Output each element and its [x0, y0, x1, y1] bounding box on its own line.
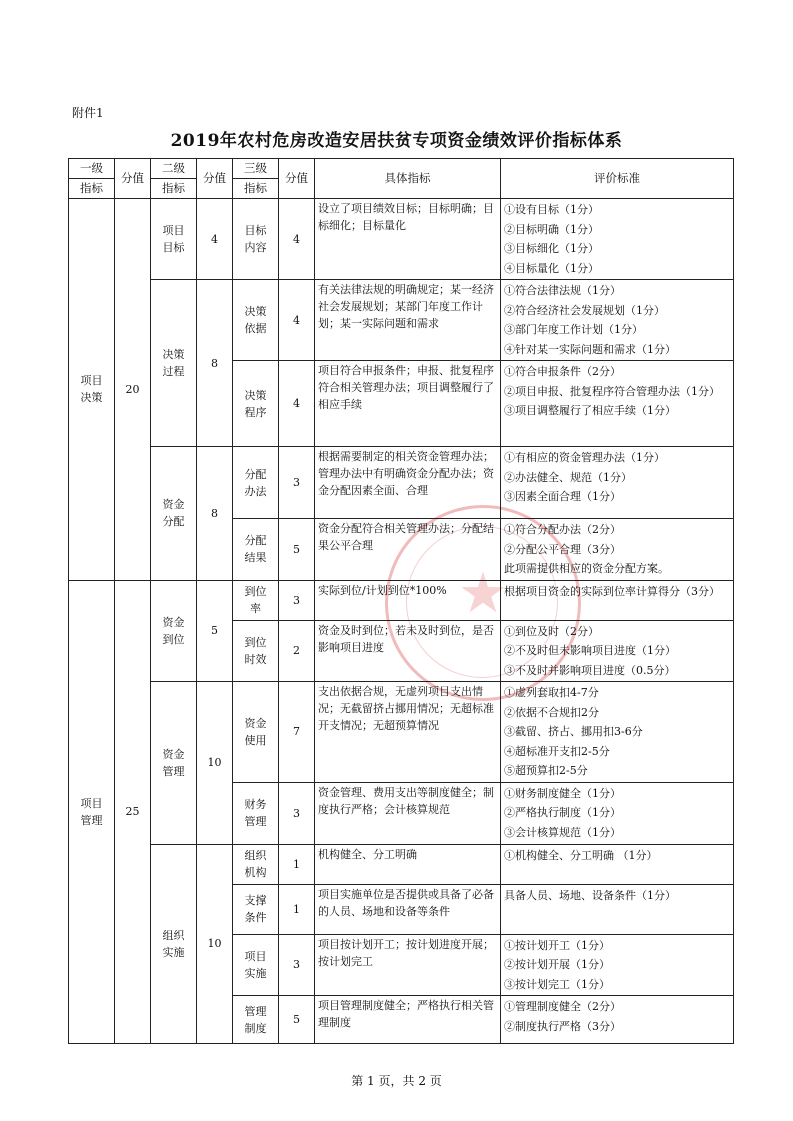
level2-score: 5 — [197, 580, 233, 682]
criteria-line: 具备人员、场地、设备条件（1分） — [504, 888, 676, 902]
seal-star-icon: ★ — [457, 561, 509, 626]
spec-cell: 项目按计划开工；按计划进度开展；按计划完工 — [315, 934, 501, 996]
attachment-label: 附件1 — [72, 106, 104, 120]
table-row — [69, 580, 734, 620]
level3-indicator: 分配 办法 — [233, 447, 279, 519]
page-title: 2019年农村危房改造安居扶贫专项资金绩效评价指标体系 — [170, 131, 623, 151]
table-row — [69, 280, 734, 361]
criteria-line: ①设有目标（1分） — [504, 203, 599, 216]
criteria-line: ①虚列套取扣4-7分 — [504, 686, 599, 699]
criteria-line: ①按计划开工（1分） — [504, 938, 610, 952]
criteria-line: ③会计核算规范（1分） — [504, 825, 621, 839]
level3-score: 2 — [279, 620, 315, 682]
criteria-cell — [501, 996, 734, 1044]
level3-indicator: 目标 内容 — [233, 199, 279, 280]
criteria-line: ④目标量化（1分） — [504, 261, 599, 275]
spec-cell: 项目实施单位是否提供或具备了必备的人员、场地和设备等条件 — [315, 884, 501, 934]
criteria-line: ②办法健全、规范（1分） — [504, 470, 632, 484]
level3-score: 3 — [279, 580, 315, 620]
level2-indicator: 项目 目标 — [151, 199, 197, 280]
level3-indicator: 项目 实施 — [233, 934, 279, 996]
criteria-cell — [501, 580, 734, 620]
criteria-line: ⑤超预算扣2-5分 — [504, 764, 588, 777]
level3-score: 4 — [279, 361, 315, 447]
level2-score: 10 — [197, 682, 233, 845]
header-score1: 分值 — [115, 159, 151, 199]
criteria-cell — [501, 447, 734, 519]
criteria-line: ③目标细化（1分） — [504, 242, 599, 255]
level3-score: 4 — [279, 280, 315, 361]
criteria-line: ④超标准开支扣2-5分 — [504, 744, 610, 758]
level3-indicator: 管理 制度 — [233, 996, 279, 1044]
level3-indicator: 决策 依据 — [233, 280, 279, 361]
level3-indicator: 支撑 条件 — [233, 884, 279, 934]
level2-score: 8 — [197, 280, 233, 447]
level3-score: 5 — [279, 996, 315, 1044]
criteria-cell — [501, 934, 734, 996]
table-row — [69, 844, 734, 884]
header-level2-bottom: 指标 — [151, 179, 197, 199]
indicator-table — [68, 158, 734, 1044]
criteria-line: ①管理制度健全（2分） — [504, 1000, 621, 1013]
criteria-line: ①到位及时（2分） — [504, 624, 599, 638]
level2-indicator: 资金 分配 — [151, 447, 197, 581]
level2-score: 4 — [197, 199, 233, 280]
header-level1-bottom: 指标 — [69, 179, 115, 199]
level1-score: 25 — [115, 580, 151, 1044]
level3-score: 1 — [279, 884, 315, 934]
criteria-line: ③截留、挤占、挪用扣3-6分 — [504, 725, 643, 738]
criteria-line: ③因素全面合理（1分） — [504, 490, 621, 503]
level3-score: 7 — [279, 682, 315, 783]
spec-cell: 机构健全、分工明确 — [315, 844, 501, 884]
level3-score: 5 — [279, 519, 315, 581]
criteria-line: ①机构健全、分工明确 （1分） — [504, 848, 658, 862]
criteria-line: ②目标明确（1分） — [504, 222, 599, 236]
level1-score: 20 — [115, 199, 151, 581]
header-level1-top: 一级 — [69, 159, 115, 179]
level1-indicator: 项目 管理 — [69, 580, 115, 1044]
header-row-top — [69, 159, 734, 179]
criteria-line: ③项目调整履行了相应手续（1分） — [504, 404, 676, 417]
criteria-line: ②按计划开展（1分） — [504, 958, 610, 971]
criteria-cell — [501, 519, 734, 581]
header-level3-top: 三级 — [233, 159, 279, 179]
level3-indicator: 财务 管理 — [233, 782, 279, 844]
level3-score: 3 — [279, 782, 315, 844]
criteria-line: ②符合经济社会发展规划（1分） — [504, 303, 665, 317]
spec-cell: 项目符合申报条件；申报、批复程序符合相关管理办法；项目调整履行了相应手续 — [315, 361, 501, 447]
level3-indicator: 到位 时效 — [233, 620, 279, 682]
spec-cell: 资金分配符合相关管理办法；分配结果公平合理 — [315, 519, 501, 581]
level3-score: 4 — [279, 199, 315, 280]
level1-indicator: 项目 决策 — [69, 199, 115, 581]
level2-indicator: 资金 到位 — [151, 580, 197, 682]
spec-cell: 实际到位/计划到位*100% — [315, 580, 501, 620]
criteria-cell — [501, 361, 734, 447]
criteria-cell — [501, 199, 734, 280]
criteria-line: ④针对某一实际问题和需求（1分） — [504, 342, 676, 356]
level2-indicator: 资金 管理 — [151, 682, 197, 845]
level2-indicator: 组织 实施 — [151, 844, 197, 1044]
table-row — [69, 682, 734, 783]
criteria-line: ②分配公平合理（3分） — [504, 542, 621, 556]
spec-cell: 项目管理制度健全；严格执行相关管理制度 — [315, 996, 501, 1044]
criteria-line: ①财务制度健全（1分） — [504, 786, 621, 800]
criteria-line: ③按计划完工（1分） — [504, 977, 610, 991]
level2-indicator: 决策 过程 — [151, 280, 197, 447]
criteria-line: ①符合分配办法（2分） — [504, 523, 621, 536]
level3-indicator: 决策 程序 — [233, 361, 279, 447]
page-footer: 第 1 页，共 2 页 — [351, 1074, 442, 1088]
spec-cell: 设立了项目绩效目标；目标明确；目标细化；目标量化 — [315, 199, 501, 280]
header-score3: 分值 — [279, 159, 315, 199]
level3-score: 3 — [279, 447, 315, 519]
criteria-line: ②严格执行制度（1分） — [504, 806, 621, 819]
criteria-cell — [501, 280, 734, 361]
criteria-line: ③不及时并影响项目进度（0.5分） — [504, 663, 676, 677]
spec-cell: 支出依据合规，无虚列项目支出情况；无截留挤占挪用情况；无超标准开支情况；无超预算情况 — [315, 682, 501, 783]
criteria-cell — [501, 844, 734, 884]
criteria-line: ③部门年度工作计划（1分） — [504, 323, 643, 336]
criteria-line: ②依据不合规扣2分 — [504, 705, 599, 719]
criteria-line: ①符合申报条件（2分） — [504, 365, 621, 378]
spec-cell: 根据需要制定的相关资金管理办法；管理办法中有明确资金分配办法；资金分配因素全面、合理 — [315, 447, 501, 519]
level3-indicator: 到位 率 — [233, 580, 279, 620]
header-score2: 分值 — [197, 159, 233, 199]
level2-score: 10 — [197, 844, 233, 1044]
criteria-cell — [501, 620, 734, 682]
level3-indicator: 分配 结果 — [233, 519, 279, 581]
spec-cell: 资金及时到位；若未及时到位，是否影响项目进度 — [315, 620, 501, 682]
spec-cell: 有关法律法规的明确规定；某一经济社会发展规划；某部门年度工作计划；某一实际问题和需求 — [315, 280, 501, 361]
header-level2-top: 二级 — [151, 159, 197, 179]
level3-score: 3 — [279, 934, 315, 996]
level3-score: 1 — [279, 844, 315, 884]
criteria-line: ②制度执行严格（3分） — [504, 1019, 621, 1033]
criteria-line: 此项需提供相应的资金分配方案。 — [504, 562, 669, 575]
level2-score: 8 — [197, 447, 233, 581]
level3-indicator: 资金 使用 — [233, 682, 279, 783]
header-criteria: 评价标准 — [501, 159, 734, 199]
criteria-line: ①符合法律法规（1分） — [504, 284, 621, 297]
criteria-line: ②不及时但未影响项目进度（1分） — [504, 644, 676, 657]
criteria-cell — [501, 682, 734, 783]
criteria-line: ①有相应的资金管理办法（1分） — [504, 451, 665, 464]
criteria-cell — [501, 884, 734, 934]
criteria-line: ②项目申报、批复程序符合管理办法（1分） — [504, 384, 720, 398]
table-row — [69, 199, 734, 280]
level3-indicator: 组织 机构 — [233, 844, 279, 884]
header-spec: 具体指标 — [315, 159, 501, 199]
header-level3-bottom: 指标 — [233, 179, 279, 199]
spec-cell: 资金管理、费用支出等制度健全；制度执行严格；会计核算规范 — [315, 782, 501, 844]
criteria-line: 根据项目资金的实际到位率计算得分（3分） — [504, 584, 720, 598]
table-row — [69, 447, 734, 519]
criteria-cell — [501, 782, 734, 844]
